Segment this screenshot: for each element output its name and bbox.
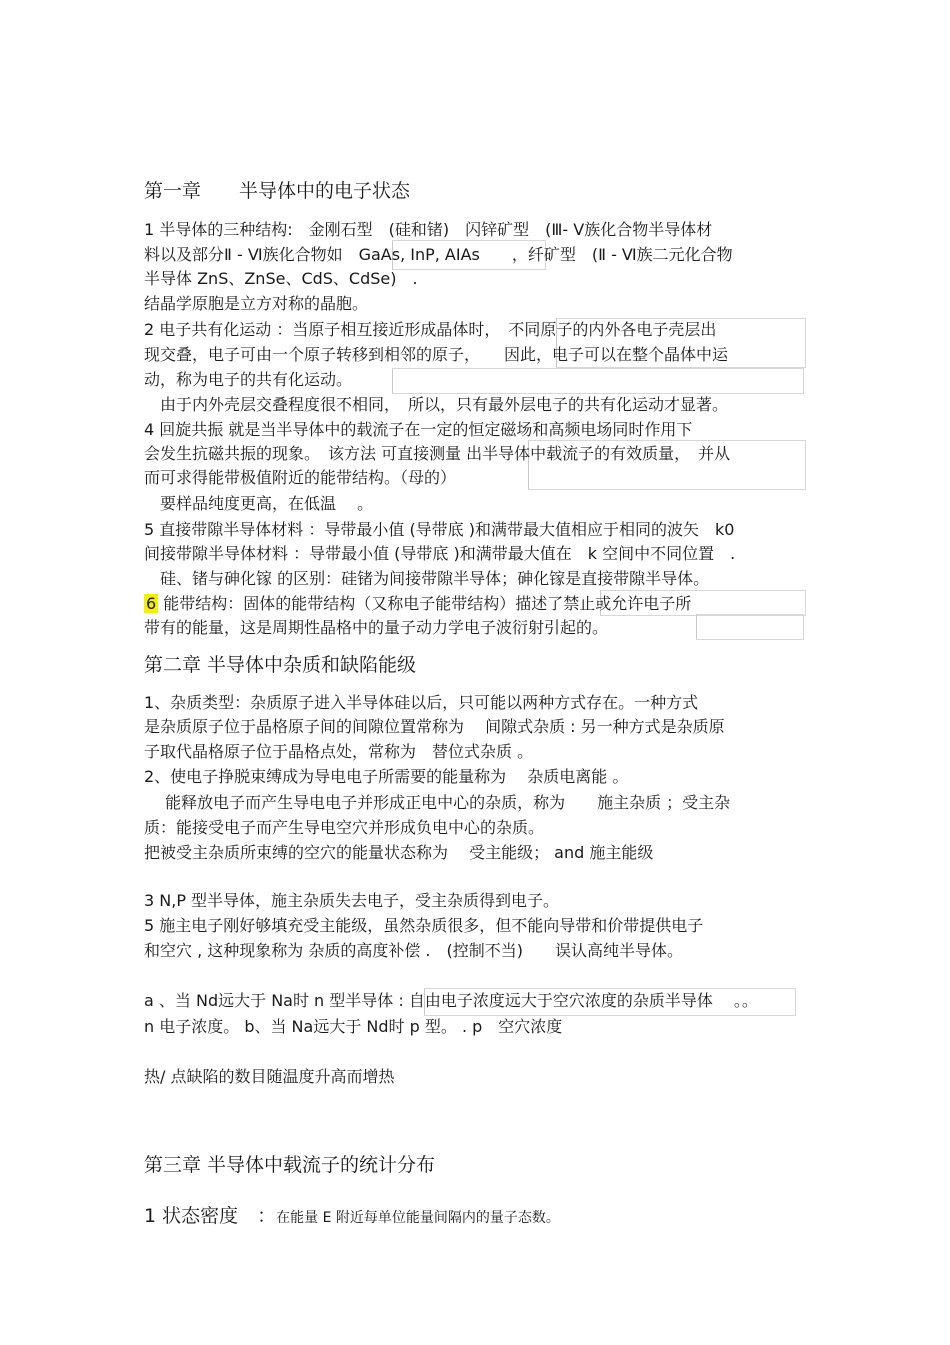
text-line: 1 半导体的三种结构: 金刚石型 (硅和锗) 闪锌矿型 (Ⅲ- Ⅴ族化合物半导体材 (144, 220, 713, 239)
text-line: 5 直接带隙半导体材料 ：导带最小值 (导带底 )和满带最大值相应于相同的波矢 k0 (144, 520, 735, 539)
chapter-3-title: 第三章 半导体中载流子的统计分布 (144, 1154, 436, 1176)
text-line: 是杂质原子位于晶格原子间的间隙位置常称为 间隙式杂质 : 另一种方式是杂质原 (144, 717, 725, 736)
text-line: 质：能接受电子而产生导电空穴并形成负电中心的杂质。 (144, 818, 545, 837)
text-line: 子取代晶格原子位于晶格点处，常称为 替位式杂质 。 (144, 742, 534, 761)
text-line: 料以及部分Ⅱ - Ⅵ族化合物如 GaAs, InP, AIAs ，纤矿型 (Ⅱ - Ⅵ族二元化合物 (144, 245, 733, 264)
text-line: 半导体 ZnS、ZnSe、CdS、CdSe) . (144, 269, 418, 288)
text-line: 现交叠，电子可由一个原子转移到相邻的原子， 因此，电子可以在整个晶体中运 (144, 345, 729, 364)
highlighted-item-number: 6 (146, 594, 157, 613)
term-definition: 在能量 E 附近每单位能量间隔内的量子态数。 (276, 1210, 560, 1226)
text-line: 4 回旋共振 就是当半导体中的载流子在一定的恒定磁场和高频电场同时作用下 (144, 420, 693, 439)
chapter-1-title: 第一章 半导体中的电子状态 (144, 180, 411, 202)
text-line: n 电子浓度。 b、当 Na远大于 Nd时 p 型。 . p 空穴浓度 (144, 1017, 563, 1036)
item-6-text: 能带结构：固体的能带结构（又称电子能带结构）描述了禁止或允许电子所 (158, 594, 692, 613)
text-line (144, 593, 691, 615)
text-line: 动，称为电子的共有化运动。 (144, 370, 353, 389)
text-line: 2、使电子挣脱束缚成为导电电子所需要的能量称为 杂质电离能 。 (144, 767, 629, 786)
text-line: 会发生抗磁共振的现象。 该方法 可直接测量 出半导体中载流子的有效质量， 并从 (144, 444, 731, 463)
text-line: 由于内外壳层交叠程度很不相同， 所以，只有最外层电子的共有化运动才显著。 (144, 395, 729, 414)
text-line: a 、当 Nd远大于 Na时 n 型半导体 : 自由电子浓度远大于空穴浓度的杂质半导体 。。 (144, 991, 758, 1010)
text-line: 1、杂质类型：杂质原子进入半导体硅以后，只可能以两种方式存在。一种方式 (144, 693, 699, 712)
text-line: 间接带隙半导体材料 ：导带最小值 (导带底 )和满带最大值在 k 空间中不同位置 . (144, 544, 736, 563)
text-line: 热/ 点缺陷的数目随温度升高而增热 (144, 1067, 395, 1086)
text-line: 和空穴 , 这种现象称为 杂质的高度补偿 . (控制不当) 误认高纯半导体。 (144, 941, 684, 960)
text-line: 带有的能量，这是周期性晶格中的量子动力学电子波衍射引起的。 (144, 618, 609, 637)
term-density-of-states: 1 状态密度 ： (144, 1205, 277, 1227)
text-line: 硅、锗与砷化镓 的区别：硅锗为间接带隙半导体；砷化镓是直接带隙半导体。 (144, 569, 710, 588)
text-line: 结晶学原胞是立方对称的晶胞。 (144, 294, 369, 313)
text-line: 而可求得能带极值附近的能带结构。（母的） (144, 468, 457, 487)
chapter-2-title: 第二章 半导体中杂质和缺陷能级 (144, 654, 417, 676)
text-line: 要样品纯度更高，在低温 。 (144, 494, 374, 513)
text-line: 能释放电子而产生导电电子并形成正电中心的杂质，称为 施主杂质 ；受主杂 (144, 793, 731, 812)
text-line (144, 1205, 560, 1229)
text-line: 5 施主电子刚好够填充受主能级，虽然杂质很多，但不能向导带和价带提供电子 (144, 916, 704, 935)
text-line: 3 N,P 型半导体，施主杂质失去电子，受主杂质得到电子。 (144, 891, 560, 910)
text-line: 2 电子共有化运动 ：当原子相互接近形成晶体时， 不同原子的内外各电子壳层出 (144, 320, 717, 339)
text-box-outline (392, 368, 804, 394)
text-line: 把被受主杂质所束缚的空穴的能量状态称为 受主能级； and 施主能级 (144, 843, 654, 862)
text-box-outline (696, 614, 804, 640)
